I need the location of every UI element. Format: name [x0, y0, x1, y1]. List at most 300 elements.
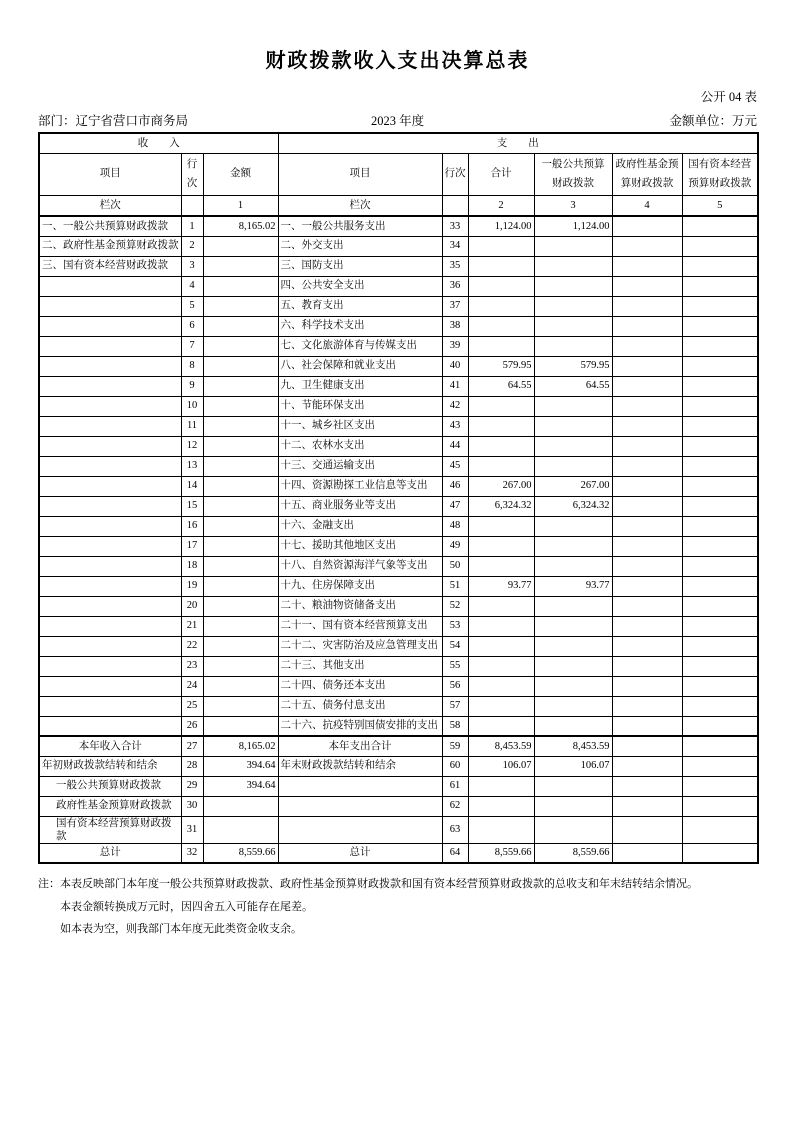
cell-exp-item: 三、国防支出	[278, 256, 442, 276]
cell-income-amount	[203, 716, 278, 736]
note-line	[38, 873, 757, 896]
cell-income-item	[39, 396, 181, 416]
cell-exp-item: 年末财政拨款结转和结余	[278, 756, 442, 776]
cell-exp-gov-fund	[612, 436, 682, 456]
cell-exp-general-budget: 579.95	[534, 356, 612, 376]
colindex-exp-label: 栏次	[278, 195, 442, 216]
cell-exp-state-capital	[682, 516, 758, 536]
cell-exp-line: 59	[442, 736, 468, 756]
cell-exp-line: 57	[442, 696, 468, 716]
cell-exp-general-budget: 106.07	[534, 756, 612, 776]
cell-exp-total	[468, 316, 534, 336]
cell-exp-total	[468, 616, 534, 636]
colindex-exp-total: 2	[468, 195, 534, 216]
cell-income-line: 10	[181, 396, 203, 416]
note-line	[38, 918, 757, 941]
table-row	[39, 496, 758, 516]
column-index-row	[39, 195, 758, 216]
cell-exp-item: 总计	[278, 843, 442, 863]
table-row	[39, 396, 758, 416]
cell-income-item	[39, 676, 181, 696]
cell-income-amount	[203, 796, 278, 816]
cell-exp-item: 四、公共安全支出	[278, 276, 442, 296]
cell-income-amount: 394.64	[203, 756, 278, 776]
table-row	[39, 376, 758, 396]
cell-exp-total: 106.07	[468, 756, 534, 776]
cell-exp-state-capital	[682, 256, 758, 276]
cell-exp-item: 十、节能环保支出	[278, 396, 442, 416]
cell-exp-item: 二十、粮油物资储备支出	[278, 596, 442, 616]
cell-income-item	[39, 496, 181, 516]
cell-income-amount	[203, 276, 278, 296]
table-row	[39, 416, 758, 436]
cell-exp-line: 60	[442, 756, 468, 776]
cell-exp-general-budget: 6,324.32	[534, 496, 612, 516]
cell-income-item	[39, 516, 181, 536]
cell-exp-item: 二十五、债务付息支出	[278, 696, 442, 716]
table-row	[39, 736, 758, 756]
cell-exp-gov-fund	[612, 756, 682, 776]
cell-exp-state-capital	[682, 696, 758, 716]
table-row	[39, 536, 758, 556]
cell-exp-item: 本年支出合计	[278, 736, 442, 756]
cell-exp-state-capital	[682, 356, 758, 376]
cell-exp-item: 十九、住房保障支出	[278, 576, 442, 596]
cell-exp-line: 37	[442, 296, 468, 316]
cell-income-amount: 394.64	[203, 776, 278, 796]
cell-exp-item	[278, 776, 442, 796]
cell-income-item	[39, 576, 181, 596]
cell-income-line: 20	[181, 596, 203, 616]
cell-income-amount	[203, 636, 278, 656]
cell-income-amount	[203, 496, 278, 516]
cell-exp-gov-fund	[612, 556, 682, 576]
cell-exp-gov-fund	[612, 336, 682, 356]
cell-exp-item: 十二、农林水支出	[278, 436, 442, 456]
cell-exp-general-budget: 64.55	[534, 376, 612, 396]
cell-income-item	[39, 356, 181, 376]
cell-exp-state-capital	[682, 636, 758, 656]
cell-income-amount	[203, 356, 278, 376]
cell-income-item	[39, 296, 181, 316]
cell-exp-gov-fund	[612, 816, 682, 843]
cell-exp-gov-fund	[612, 656, 682, 676]
table-row	[39, 676, 758, 696]
cell-exp-gov-fund	[612, 776, 682, 796]
cell-exp-general-budget	[534, 316, 612, 336]
cell-income-line: 1	[181, 216, 203, 236]
col-header-exp-line: 行次	[442, 153, 468, 195]
cell-exp-item: 五、教育支出	[278, 296, 442, 316]
cell-income-amount	[203, 316, 278, 336]
cell-exp-total: 6,324.32	[468, 496, 534, 516]
cell-exp-line: 46	[442, 476, 468, 496]
cell-exp-general-budget	[534, 716, 612, 736]
cell-income-item: 政府性基金预算财政拨款	[39, 796, 181, 816]
cell-exp-line: 41	[442, 376, 468, 396]
cell-exp-gov-fund	[612, 796, 682, 816]
cell-income-amount	[203, 676, 278, 696]
page-title: 财政拨款收入支出决算总表	[265, 50, 530, 72]
cell-exp-general-budget	[534, 616, 612, 636]
cell-exp-general-budget	[534, 296, 612, 316]
cell-income-amount	[203, 416, 278, 436]
cell-exp-general-budget	[534, 456, 612, 476]
col-header-income-item: 项目	[39, 153, 181, 195]
cell-exp-total	[468, 656, 534, 676]
cell-exp-item: 十一、城乡社区支出	[278, 416, 442, 436]
cell-exp-gov-fund	[612, 536, 682, 556]
cell-exp-state-capital	[682, 276, 758, 296]
cell-exp-item: 十六、金融支出	[278, 516, 442, 536]
cell-income-line: 28	[181, 756, 203, 776]
cell-income-item: 一般公共预算财政拨款	[39, 776, 181, 796]
cell-exp-state-capital	[682, 496, 758, 516]
cell-income-line: 16	[181, 516, 203, 536]
cell-exp-item: 二十四、债务还本支出	[278, 676, 442, 696]
cell-exp-line: 61	[442, 776, 468, 796]
cell-income-item: 年初财政拨款结转和结余	[39, 756, 181, 776]
cell-exp-gov-fund	[612, 296, 682, 316]
cell-exp-line: 49	[442, 536, 468, 556]
table-row	[39, 596, 758, 616]
note-line	[38, 896, 757, 919]
cell-exp-item: 十三、交通运输支出	[278, 456, 442, 476]
table-row	[39, 843, 758, 863]
cell-exp-item: 二十六、抗疫特别国债安排的支出	[278, 716, 442, 736]
table-row	[39, 556, 758, 576]
table-row	[39, 276, 758, 296]
expenditure-section-header: 支 出	[278, 133, 758, 153]
cell-exp-total: 1,124.00	[468, 216, 534, 236]
cell-exp-item: 十七、援助其他地区支出	[278, 536, 442, 556]
cell-exp-state-capital	[682, 736, 758, 756]
cell-income-amount	[203, 536, 278, 556]
cell-income-amount	[203, 336, 278, 356]
cell-exp-state-capital	[682, 576, 758, 596]
table-row	[39, 216, 758, 236]
cell-exp-gov-fund	[612, 236, 682, 256]
colindex-exp-gov-fund: 4	[612, 195, 682, 216]
income-section-header: 收 入	[39, 133, 278, 153]
cell-exp-gov-fund	[612, 356, 682, 376]
cell-exp-general-budget	[534, 816, 612, 843]
cell-exp-total	[468, 596, 534, 616]
cell-income-amount	[203, 816, 278, 843]
cell-exp-gov-fund	[612, 676, 682, 696]
cell-exp-state-capital	[682, 676, 758, 696]
cell-exp-line: 50	[442, 556, 468, 576]
cell-income-line: 2	[181, 236, 203, 256]
cell-exp-gov-fund	[612, 276, 682, 296]
cell-exp-line: 43	[442, 416, 468, 436]
cell-exp-state-capital	[682, 216, 758, 236]
cell-exp-general-budget	[534, 396, 612, 416]
cell-income-line: 14	[181, 476, 203, 496]
cell-income-amount	[203, 376, 278, 396]
cell-exp-gov-fund	[612, 316, 682, 336]
table-row	[39, 436, 758, 456]
cell-exp-state-capital	[682, 776, 758, 796]
cell-exp-state-capital	[682, 536, 758, 556]
cell-exp-total	[468, 416, 534, 436]
cell-income-item: 本年收入合计	[39, 736, 181, 756]
cell-exp-total	[468, 636, 534, 656]
cell-exp-state-capital	[682, 816, 758, 843]
table-body	[39, 216, 758, 863]
cell-income-amount: 8,559.66	[203, 843, 278, 863]
cell-exp-line: 44	[442, 436, 468, 456]
table-row	[39, 816, 758, 843]
note-text: 本表反映部门本年度一般公共预算财政拨款、政府性基金预算财政拨款和国有资本经营预算财政拨款的总收支和年末结转结余情况。	[60, 878, 698, 891]
cell-income-amount	[203, 256, 278, 276]
table-row	[39, 316, 758, 336]
cell-exp-item: 二十一、国有资本经营预算支出	[278, 616, 442, 636]
cell-income-item	[39, 336, 181, 356]
cell-income-item	[39, 476, 181, 496]
cell-exp-general-budget	[534, 556, 612, 576]
cell-exp-gov-fund	[612, 696, 682, 716]
cell-exp-line: 33	[442, 216, 468, 236]
cell-income-item	[39, 696, 181, 716]
cell-income-line: 31	[181, 816, 203, 843]
col-header-exp-general-budget: 一般公共预算财政拨款	[534, 153, 612, 195]
col-header-exp-state-capital: 国有资本经营预算财政拨款	[682, 153, 758, 195]
cell-income-item: 三、国有资本经营财政拨款	[39, 256, 181, 276]
cell-exp-total	[468, 716, 534, 736]
cell-exp-state-capital	[682, 316, 758, 336]
cell-income-amount	[203, 576, 278, 596]
cell-income-line: 17	[181, 536, 203, 556]
cell-exp-line: 48	[442, 516, 468, 536]
cell-income-item: 一、一般公共预算财政拨款	[39, 216, 181, 236]
cell-income-item	[39, 536, 181, 556]
cell-exp-item: 十五、商业服务业等支出	[278, 496, 442, 516]
cell-exp-line: 62	[442, 796, 468, 816]
cell-income-item: 二、政府性基金预算财政拨款	[39, 236, 181, 256]
department-label: 部门：辽宁省营口市商务局	[38, 114, 189, 128]
cell-income-amount	[203, 596, 278, 616]
cell-exp-state-capital	[682, 716, 758, 736]
column-header-row	[39, 153, 758, 195]
cell-exp-state-capital	[682, 416, 758, 436]
cell-exp-gov-fund	[612, 616, 682, 636]
cell-exp-general-budget	[534, 276, 612, 296]
cell-income-item	[39, 316, 181, 336]
table-row	[39, 636, 758, 656]
cell-exp-gov-fund	[612, 456, 682, 476]
cell-exp-item	[278, 796, 442, 816]
cell-exp-general-budget	[534, 256, 612, 276]
cell-exp-line: 47	[442, 496, 468, 516]
cell-income-item	[39, 276, 181, 296]
cell-income-line: 5	[181, 296, 203, 316]
cell-exp-general-budget	[534, 516, 612, 536]
cell-exp-total	[468, 296, 534, 316]
table-row	[39, 516, 758, 536]
colindex-income-line	[181, 195, 203, 216]
cell-exp-total	[468, 696, 534, 716]
cell-exp-total: 8,559.66	[468, 843, 534, 863]
table-row	[39, 456, 758, 476]
cell-exp-line: 54	[442, 636, 468, 656]
cell-income-item	[39, 596, 181, 616]
note-text: 如本表为空，则我部门本年度无此类资金收支余。	[60, 923, 302, 936]
cell-exp-item: 十八、自然资源海洋气象等支出	[278, 556, 442, 576]
cell-income-item	[39, 436, 181, 456]
cell-income-line: 26	[181, 716, 203, 736]
cell-income-line: 30	[181, 796, 203, 816]
cell-income-amount	[203, 556, 278, 576]
col-header-exp-total: 合计	[468, 153, 534, 195]
cell-exp-general-budget	[534, 636, 612, 656]
note-label: 注：	[38, 878, 60, 891]
cell-income-amount	[203, 616, 278, 636]
cell-income-line: 27	[181, 736, 203, 756]
cell-exp-gov-fund	[612, 476, 682, 496]
cell-income-line: 18	[181, 556, 203, 576]
cell-exp-general-budget	[534, 536, 612, 556]
cell-exp-general-budget: 267.00	[534, 476, 612, 496]
cell-exp-state-capital	[682, 236, 758, 256]
cell-exp-gov-fund	[612, 636, 682, 656]
cell-income-item	[39, 556, 181, 576]
cell-income-item	[39, 416, 181, 436]
final-accounts-table	[38, 132, 759, 864]
notes-block	[38, 873, 757, 941]
cell-exp-total	[468, 536, 534, 556]
cell-income-item: 总计	[39, 843, 181, 863]
cell-income-amount	[203, 436, 278, 456]
colindex-income-amount: 1	[203, 195, 278, 216]
table-row	[39, 776, 758, 796]
cell-income-line: 8	[181, 356, 203, 376]
cell-exp-line: 53	[442, 616, 468, 636]
section-header-row	[39, 133, 758, 153]
cell-exp-line: 64	[442, 843, 468, 863]
cell-exp-gov-fund	[612, 496, 682, 516]
cell-exp-general-budget: 1,124.00	[534, 216, 612, 236]
cell-exp-general-budget	[534, 596, 612, 616]
table-row	[39, 336, 758, 356]
cell-exp-gov-fund	[612, 216, 682, 236]
cell-exp-state-capital	[682, 376, 758, 396]
cell-exp-line: 63	[442, 816, 468, 843]
cell-exp-general-budget	[534, 676, 612, 696]
colindex-exp-general: 3	[534, 195, 612, 216]
cell-exp-general-budget	[534, 696, 612, 716]
table-row	[39, 616, 758, 636]
cell-exp-total	[468, 236, 534, 256]
cell-exp-total: 267.00	[468, 476, 534, 496]
cell-exp-total: 93.77	[468, 576, 534, 596]
cell-income-line: 23	[181, 656, 203, 676]
cell-exp-total	[468, 516, 534, 536]
cell-exp-state-capital	[682, 616, 758, 636]
cell-exp-line: 56	[442, 676, 468, 696]
cell-exp-total	[468, 776, 534, 796]
cell-income-line: 21	[181, 616, 203, 636]
cell-exp-gov-fund	[612, 843, 682, 863]
cell-exp-state-capital	[682, 396, 758, 416]
cell-income-item	[39, 456, 181, 476]
cell-income-line: 25	[181, 696, 203, 716]
cell-exp-general-budget	[534, 336, 612, 356]
cell-exp-state-capital	[682, 556, 758, 576]
cell-exp-total: 8,453.59	[468, 736, 534, 756]
cell-exp-total	[468, 336, 534, 356]
cell-income-amount	[203, 696, 278, 716]
meta-row	[38, 111, 757, 129]
cell-exp-general-budget: 93.77	[534, 576, 612, 596]
col-header-income-amount: 金额	[203, 153, 278, 195]
cell-exp-general-budget	[534, 436, 612, 456]
col-header-income-line: 行次	[181, 153, 203, 195]
cell-exp-state-capital	[682, 296, 758, 316]
table-row	[39, 716, 758, 736]
cell-exp-general-budget: 8,559.66	[534, 843, 612, 863]
cell-income-line: 15	[181, 496, 203, 516]
cell-income-item: 国有资本经营预算财政拨款	[39, 816, 181, 843]
cell-income-item	[39, 636, 181, 656]
cell-exp-gov-fund	[612, 256, 682, 276]
table-row	[39, 796, 758, 816]
col-header-exp-gov-fund: 政府性基金预算财政拨款	[612, 153, 682, 195]
table-code: 公开 04 表	[700, 90, 757, 104]
cell-exp-line: 42	[442, 396, 468, 416]
cell-income-item	[39, 376, 181, 396]
cell-income-amount	[203, 516, 278, 536]
cell-income-amount	[203, 456, 278, 476]
cell-income-amount	[203, 236, 278, 256]
cell-income-amount	[203, 396, 278, 416]
table-row	[39, 756, 758, 776]
cell-exp-general-budget	[534, 796, 612, 816]
cell-exp-state-capital	[682, 656, 758, 676]
colindex-exp-line	[442, 195, 468, 216]
colindex-exp-state-capital: 5	[682, 195, 758, 216]
cell-exp-total	[468, 276, 534, 296]
cell-income-amount	[203, 656, 278, 676]
cell-income-amount	[203, 476, 278, 496]
table-row	[39, 256, 758, 276]
cell-exp-total: 579.95	[468, 356, 534, 376]
cell-income-item	[39, 616, 181, 636]
cell-exp-gov-fund	[612, 596, 682, 616]
cell-income-item	[39, 716, 181, 736]
cell-exp-item: 七、文化旅游体育与传媒支出	[278, 336, 442, 356]
col-header-exp-item: 项目	[278, 153, 442, 195]
cell-exp-state-capital	[682, 756, 758, 776]
cell-exp-total	[468, 256, 534, 276]
cell-exp-general-budget	[534, 776, 612, 796]
cell-income-line: 3	[181, 256, 203, 276]
cell-exp-gov-fund	[612, 716, 682, 736]
cell-exp-state-capital	[682, 796, 758, 816]
cell-exp-total: 64.55	[468, 376, 534, 396]
cell-exp-line: 52	[442, 596, 468, 616]
note-text: 本表金额转换成万元时，因四舍五入可能存在尾差。	[60, 900, 313, 913]
cell-exp-item: 一、一般公共服务支出	[278, 216, 442, 236]
cell-exp-line: 40	[442, 356, 468, 376]
cell-exp-state-capital	[682, 456, 758, 476]
cell-exp-line: 34	[442, 236, 468, 256]
cell-income-line: 6	[181, 316, 203, 336]
cell-exp-line: 58	[442, 716, 468, 736]
cell-exp-gov-fund	[612, 576, 682, 596]
cell-exp-line: 55	[442, 656, 468, 676]
cell-exp-general-budget	[534, 656, 612, 676]
